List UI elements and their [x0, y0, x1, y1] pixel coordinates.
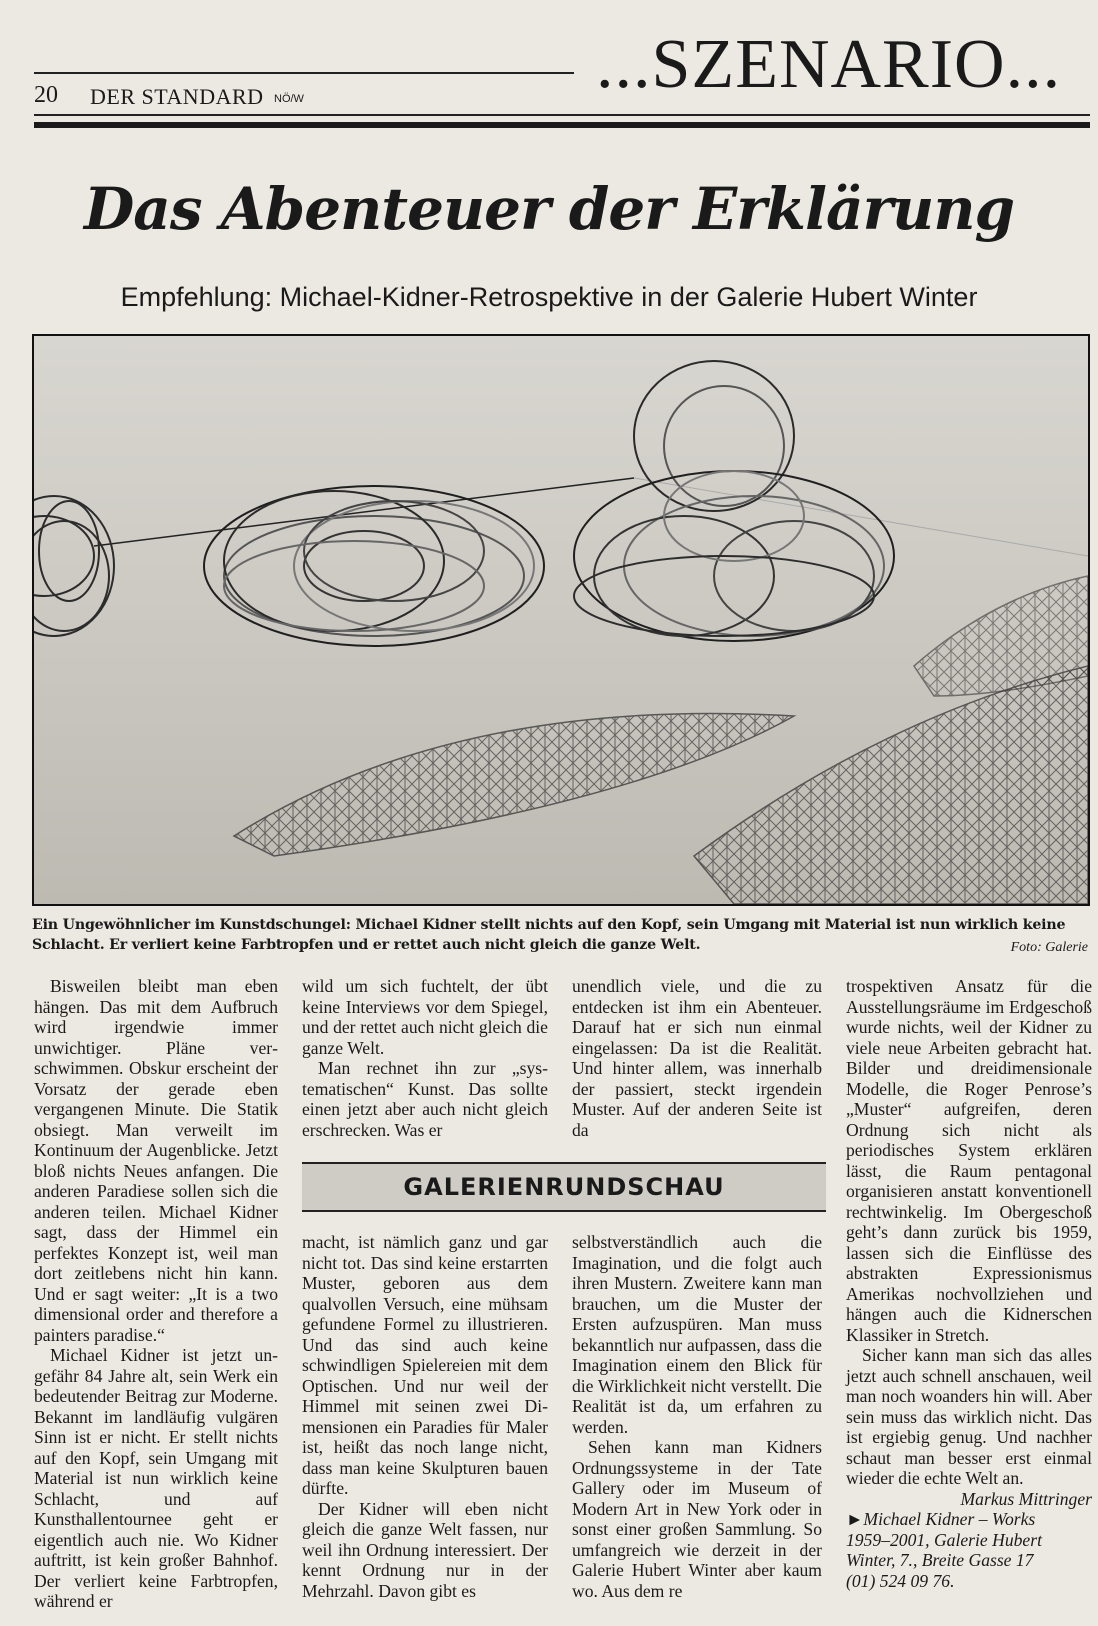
article-subheadline: Empfehlung: Michael-Kidner-Retrospektive in der Galerie Hubert Winter: [120, 282, 978, 312]
text-column-3-bottom: [572, 1232, 822, 1601]
section-title: ...SZENARIO...: [596, 26, 1062, 103]
masthead-bottom-rule: [34, 114, 1090, 116]
paragraph: Michael Kidner ist jetzt ungefähr 84 Jahre alt, sein Werk ein bedeutender Beitrag zur Moderne. Bekannt im landläufig vulgären Sinn ist er nicht. Er stellt nichts auf den Kopf, sein Umgang mit Material ist nun wirklich keine Schlacht, und auf Kunsthallentournee geht er eigentlich auch nie. Wo Kidner auftritt, ist kein großer Bahnhof. Der verliert keine Farbtropfen, während er: [34, 1345, 278, 1611]
paragraph: Sehen kann man Kidners Ordnungssysteme in der Tate Gallery oder im Museum of Modern Art in New York oder in sonst einer großen Sammlung. So umfangreich wie derzeit in der Galerie Hubert Winter aber kaum wo. Aus dem re: [572, 1437, 822, 1601]
exhibition-info-line: Winter, 7., Breite Gasse 17: [846, 1550, 1034, 1570]
exhibition-info-line: ►Michael Kidner – Works: [846, 1509, 1036, 1529]
author-name: Markus Mittringer: [960, 1488, 1092, 1509]
paragraph: trospektiven Ansatz für die Ausstellungsräume im Erdgeschoß wurde nichts, weil der Kidner zu viele neue Arbeiten gebracht hat. Bilder und dreidimensionale Modelle, die Roger Penrose’s „Muster“ aufgreifen, deren Ordnung sich nicht als periodisches System erklären lässt, die Raum pentagonal organisieren anstatt konventionell rechtwinkelig. Im Obergeschoß geht’s dann zurück bis 1959, lassen sich die Einflüsse des abstrakten Expressionismus Amerikas nochvollziehen und hängen auch die Kidnerschen Klassiker in Stretch.: [846, 976, 1092, 1345]
text-column-2-top: [302, 976, 548, 1140]
wire-sculpture-photo: [34, 336, 1088, 904]
text-column-4: [846, 976, 1092, 1591]
text-column-1: [34, 976, 278, 1612]
photo-credit: Foto: Galerie: [1010, 940, 1088, 955]
page-number: 20: [34, 82, 58, 108]
paragraph: selbstverständlich auch die Imagination, und die folgt auch ihren Mustern. Zweitere kann man brauchen, um die Muster der Ersten aufzuspüren. Man muss bekanntlich nur aufpassen, dass die Imagination einem den Blick für die Wirklichkeit nicht verstellt. Die Realität ist da, um erfahren zu werden.: [572, 1232, 822, 1437]
masthead-thick-rule: [34, 122, 1090, 128]
masthead-top-rule: [34, 72, 574, 74]
text-column-3-top: [572, 976, 822, 1140]
photo-caption: Ein Ungewöhnlicher im Kunstdschungel: Michael Kidner stellt nichts auf den Kopf, sein Umgang mit Material ist nun wirklich keine Schlacht. Er verliert keine Farbtropfen und er rettet auch nicht gleich die ganze Welt.: [32, 917, 1066, 953]
exhibition-info: [846, 1509, 1092, 1591]
paragraph: Sicher kann man sich das alles jetzt auch schnell anschauen, weil man noch woanders hin will. Aber sein muss das wirklich nicht. Das ist ergiebig genug. Und nachher schaut man besser erst einmal wieder die echte Welt an.: [846, 1345, 1092, 1488]
section-box-galerienrundschau: GALERIENRUNDSCHAU: [302, 1162, 826, 1212]
paragraph: Bisweilen bleibt man eben hängen. Das mit dem Aufbruch wird irgendwie immer unwichtiger. Pläne verschwimmen. Obskur erscheint der Vorsatz der gerade eben vergangenen Minute. Die Statik obsiegt. Man verweilt im Kontinuum der Augenblicke. Jetzt bloß nichts Neues anfangen. Die anderen Paradiese sollen sich die anderen teilen. Michael Kidner sagt, dass der Himmel ein perfektes Konzept ist, weil man dort zeitlebens nicht hin kann. Und er sagt weiter: „It is a two dimensional order and therefore a painters paradise.“: [34, 976, 278, 1345]
edition-label: NÖ/W: [274, 93, 304, 105]
exhibition-info-line: 1959–2001, Galerie Hubert: [846, 1529, 1042, 1550]
paragraph: Man rechnet ihn zur „systematischen“ Kunst. Das sollte einen jetzt aber auch nicht gleich erschrecken. Was er: [302, 1058, 548, 1140]
paragraph: wild um sich fuchtelt, der übt keine Interviews vor dem Spiegel, und der rettet auch nicht gleich die ganze Welt.: [302, 976, 548, 1058]
paragraph: unendlich viele, und die zu entdecken ist ihm ein Abenteuer. Darauf hat er sich nun einmal eingelassen: Da ist die Realität. Und hinter allem, was innerhalb der passiert, steckt irgendein Muster. Auf der anderen Seite ist da: [572, 976, 822, 1140]
paragraph: macht, ist nämlich ganz und gar nicht tot. Das sind keine erstarrten Muster, geboren aus dem qualvollen Versuch, eine mühsam gefundene Formel zu illustrieren. Und das sind auch keine schwindligen Spielereien mit dem Optischen. Und nur weil der Himmel mit seinen zwei Dimensionen ein Paradies für Maler ist, heißt das noch lange nicht, dass man keine Skulpturen bauen dürfte.: [302, 1232, 548, 1498]
exhibition-info-line: (01) 524 09 76.: [846, 1570, 955, 1591]
paper-name: DER STANDARD: [90, 84, 264, 109]
article-headline: Das Abenteuer der Erklärung: [83, 175, 1015, 243]
text-column-2-bottom: [302, 1232, 548, 1601]
paragraph: Der Kidner will eben nicht gleich die ganze Welt fassen, nur weil ihn Ordnung interessiert. Der kennt Ordnung nur in der Mehrzahl. Davon gibt es: [302, 1498, 548, 1601]
article-photo: [32, 334, 1090, 906]
